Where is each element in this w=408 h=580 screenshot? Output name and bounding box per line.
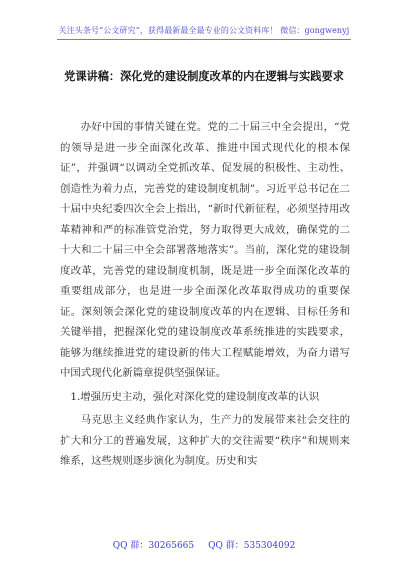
body-paragraph: 办好中国的事情关键在党。党的二十届三中全会提出，“党的领导是进一步全面深化改革、推进中国式现代化的根本保证”，并强调“以调动全党抓改革、促发展的积极性、主动性、创造性为着力点，完善党的建设制度机制”。习近平总书记在二十届中央纪委四次全会上指出，“新时代新征程，必须坚持用改革精神和严的标准管党治党，努力取得更大成效，确保党的二十大和二十届三中全会部署落地落实”。当前，深化党的建设制度改革，完善党的建设制度机制，既是进一步全面深化改革的重要组成部分，也是进一步全面深化改革取得成功的重要保证。深刻领会深化党的建设制度改革的内在逻辑、目标任务和关键举措，把握深化党的建设制度改革系统推进的实践要求，能够为继续推进党的建设新的伟大工程赋能增效，为奋力谱写中国式现代化新篇章提供坚强保证。 — [60, 121, 350, 379]
section-heading: 1.增强历史主动，强化对深化党的建设制度改革的认识 — [70, 390, 320, 403]
header-notice — [0, 25, 408, 40]
body-paragraph: 马克思主义经典作家认为，生产力的发展带来社会交往的扩大和分工的普遍发展，这种扩大的交往需要“秩序”和规则来维系，这些规则逐步演化为制度。历史和实 — [60, 414, 350, 467]
footer-contact — [0, 538, 408, 551]
footer-qq-group-2: QQ 群：535304092 — [208, 541, 296, 551]
header-notice-text: 关注头条号“公文研究”，获得最新最全最专业的公文资料库！ 微信：gongwenyj — [57, 25, 352, 40]
document-body — [60, 117, 350, 472]
footer-qq-group-1: QQ 群：30265665 — [112, 541, 195, 551]
document-title: 党课讲稿：深化党的建设制度改革的内在逻辑与实践要求 — [64, 69, 344, 83]
